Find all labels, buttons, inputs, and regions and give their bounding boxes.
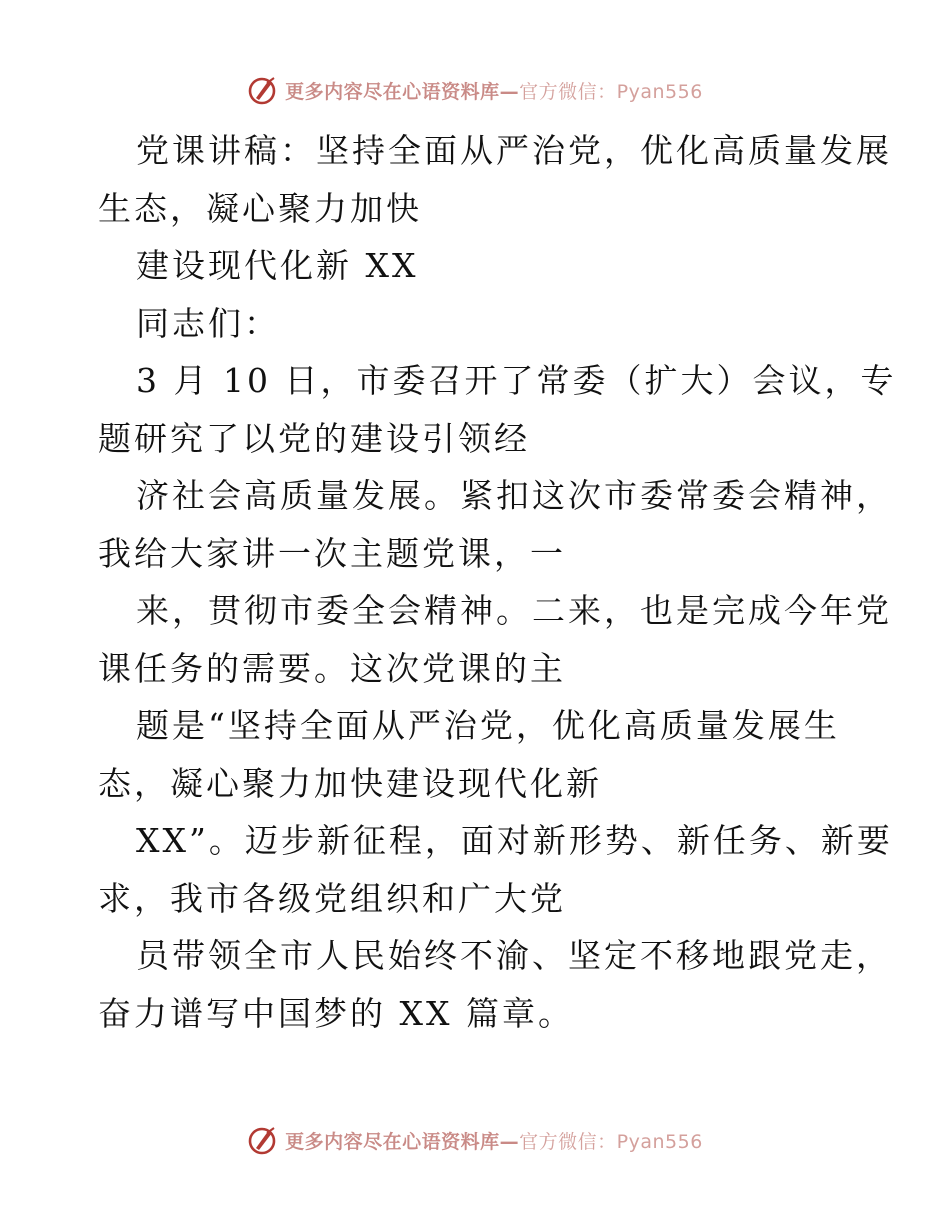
watermark-separator: — — [499, 1130, 520, 1153]
watermark-text — [285, 77, 703, 104]
body-text-line: 题是“坚持全面从严治党，优化高质量发展生 — [136, 706, 840, 745]
header-watermark — [0, 70, 950, 110]
watermark-brand: 更多内容尽在心语资料库 — [285, 1130, 500, 1153]
watermark-brand: 更多内容尽在心语资料库 — [285, 80, 500, 103]
body-text-line: 我给大家讲一次主题党课，一 — [98, 533, 566, 573]
body-text-line: XX”。迈步新征程，面对新形势、新任务、新要 — [136, 821, 893, 860]
quill-logo-icon — [247, 74, 279, 106]
quill-logo-icon — [247, 1124, 279, 1156]
body-text-line: 求，我市各级党组织和广大党 — [98, 878, 566, 918]
body-text-line: 奋力谱写中国梦的 XX 篇章。 — [98, 993, 574, 1033]
header-watermark-inner — [247, 74, 703, 106]
body-text-line: 同志们： — [136, 303, 280, 343]
body-text-line: 题研究了以党的建设引领经 — [98, 418, 530, 458]
body-text-line: 员带领全市人民始终不渝、坚定不移地跟党走， — [136, 936, 892, 975]
body-text-line: 3 月 10 日，市委召开了常委（扩大）会议，专 — [136, 361, 897, 400]
body-text-line: 济社会高质量发展。紧扣这次市委常委会精神， — [136, 476, 892, 515]
body-text-line: 生态，凝心聚力加快 — [98, 188, 422, 228]
watermark-wechat: 官方微信：Pyan556 — [519, 1130, 703, 1153]
body-text-line: 建设现代化新 XX — [136, 246, 419, 285]
watermark-separator: — — [499, 80, 520, 103]
body-text-line: 党课讲稿：坚持全面从严治党，优化高质量发展 — [136, 131, 892, 170]
footer-watermark — [0, 1120, 950, 1160]
body-text-line: 课任务的需要。这次党课的主 — [98, 648, 566, 688]
body-text-line: 来，贯彻市委全会精神。二来，也是完成今年党 — [136, 591, 892, 630]
watermark-text — [285, 1127, 703, 1154]
footer-watermark-inner — [247, 1124, 703, 1156]
body-text-line: 态，凝心聚力加快建设现代化新 — [98, 763, 602, 803]
watermark-wechat: 官方微信：Pyan556 — [519, 80, 703, 103]
document-body — [98, 122, 897, 1042]
